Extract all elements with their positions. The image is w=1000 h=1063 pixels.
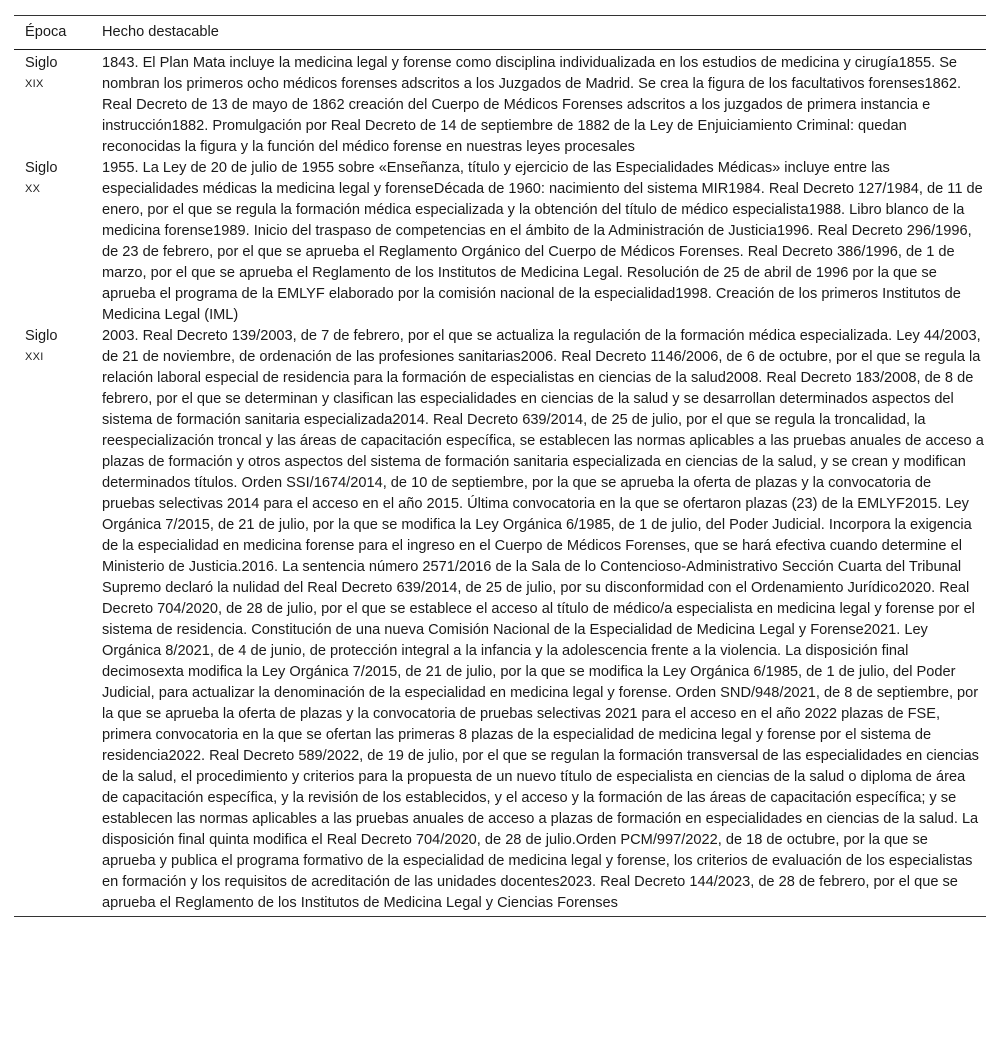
epoch-word: Siglo — [25, 328, 58, 344]
epoch-word: Siglo — [25, 55, 58, 71]
table-row-siglo-xxi — [14, 326, 986, 917]
table-body — [14, 50, 986, 917]
epoch-century: XXI — [25, 351, 44, 363]
header-fact: Hecho destacable — [91, 16, 986, 50]
fact-cell: 1955. La Ley de 20 de julio de 1955 sobre «Enseñanza, título y ejercicio de las Especialidades Médicas» incluye entre las especialidades médicas la medicina legal y forenseDécada de 1960: nacimiento del sistema MIR1984. Real Decreto 127/1984, de 11 de enero, por el que se regula la formación médica especializada y la obtención del título de médico especialista1988. Libro blanco de la medicina forense1989. Inicio del traspaso de competencias en el ámbito de la Administración de Justicia1996. Real Decreto 296/1996, de 23 de febrero, por el que se aprueba el Reglamento Orgánico del Cuerpo de Médicos Forenses. Real Decreto 386/1996, de 1 de marzo, por el que se aprueba el Reglamento de los Institutos de Medicina Legal. Resolución de 25 de abril de 1996 por la que se aprueba el programa de la EMLYF elaborado por la comisión nacional de la especialidad1998. Creación de los primeros Institutos de Medicina Legal (IML) — [102, 160, 983, 323]
epoch-word: Siglo — [25, 160, 58, 176]
epoch-century: XX — [25, 183, 41, 195]
epoch-cell — [14, 50, 91, 159]
fact-cell: 1843. El Plan Mata incluye la medicina legal y forense como disciplina individualizada en los estudios de medicina y cirugía1855. Se nombran los primeros ocho médicos forenses adscritos a los Juzgados de Madrid. Se crea la figura de los facultativos forenses1862. Real Decreto de 13 de mayo de 1862 creación del Cuerpo de Médicos Forenses adscritos a los juzgados de primera instancia e instrucción1882. Promulgación por Real Decreto de 14 de septiembre de 1882 de la Ley de Enjuiciamiento Criminal: quedan reconocidas la figura y la función del médico forense en nuestras leyes procesales — [102, 55, 962, 155]
header-epoch: Época — [14, 16, 91, 50]
fact-cell: 2003. Real Decreto 139/2003, de 7 de febrero, por el que se actualiza la regulación de la formación médica especializada. Ley 44/2003, de 21 de noviembre, de ordenación de las profesiones sanitarias2006. Real Decreto 1146/2006, de 6 de octubre, por el que se regula la relación laboral especial de residencia para la formación de especialistas en ciencias de la salud2008. Real Decreto 183/2008, de 8 de febrero, por el que se determinan y clasifican las especialidades en ciencias de la salud y se desarrollan determinados aspectos del sistema de formación sanitaria especializada2014. Real Decreto 639/2014, de 25 de julio, por el que se regula la troncalidad, la reespecialización troncal y las áreas de capacitación específica, se establecen las normas aplicables a las pruebas anuales de acceso a plazas de formación y otros aspectos del sistema de formación sanitaria especializada en ciencias de la salud, y se crean y modifican determinados títulos. Orden SSI/1674/2014, de 10 de septiembre, por la que se aprueba la oferta de plazas y la convocatoria de pruebas selectivas 2014 para el acceso en el año 2015. Última convocatoria en la que se ofertaron plazas (23) de la EMLYF2015. Ley Orgánica 7/2015, de 21 de julio, por la que se modifica la Ley Orgánica 6/1985, de 1 de julio, del Poder Judicial. Incorpora la exigencia de la especialidad en medicina forense para el ingreso en el Cuerpo de Médicos Forenses, que se hará efectiva cuando determine el Ministerio de Justicia.2016. La sentencia número 2571/2016 de la Sala de lo Contencioso-Administrativo Sección Cuarta del Tribunal Supremo declaró la nulidad del Real Decreto 639/2014, de 25 de julio, por su disconformidad con el Ordenamiento Jurídico2020. Real Decreto 704/2020, de 28 de julio, por el que se establece el acceso al título de médico/a especialista en medicina legal y forense por el sistema de residencia. Constitución de una nueva Comisión Nacional de la Especialidad de Medicina Legal y Forense2021. Ley Orgánica 8/2021, de 4 de junio, de protección integral a la infancia y la adolescencia frente a la violencia. La disposición final decimosexta modifica la Ley Orgánica 7/2015, de 21 de julio, por la que se modifica la Ley Orgánica 6/1985, de 1 de julio, del Poder Judicial, para actualizar la denominación de la especialidad en medicina legal y forense. Orden SND/948/2021, de 8 de septiembre, por la que se aprueba la oferta de plazas y la convocatoria de pruebas selectivas 2021 para el acceso en el año 2022 plazas de FSE, primera convocatoria en la que se ofertan las primeras 8 plazas de la especialidad de medicina legal y forense por el sistema de residencia2022. Real Decreto 589/2022, de 19 de julio, por el que se regulan la formación transversal de las especialidades en ciencias de la salud, el procedimiento y criterios para la propuesta de un nuevo título de especialista en ciencias de la salud o diploma de área de capacitación específica, y la revisión de los establecidos, y el acceso y la formación de las áreas de capacitación específica; y se establecen las normas aplicables a las pruebas anuales de acceso a plazas de formación en especialidades en ciencias de la salud. La disposición final quinta modifica el Real Decreto 704/2020, de 28 de julio.Orden PCM/997/2022, de 18 de octubre, por la que se aprueba y publica el programa formativo de la especialidad de medicina legal y forense, los criterios de evaluación de los especialistas en formación y los requisitos de acreditación de las unidades docentes2023. Real Decreto 144/2023, de 28 de febrero, por el que se aprueba el Reglamento de los Institutos de Medicina Legal y Ciencias Forenses — [91, 326, 986, 917]
header-row — [14, 16, 986, 50]
table-row-siglo-xix — [14, 50, 986, 159]
history-table — [14, 15, 986, 917]
table-row-siglo-xx — [14, 158, 986, 326]
epoch-century: XIX — [25, 78, 44, 90]
epoch-cell — [14, 158, 91, 326]
epoch-cell — [14, 326, 91, 917]
table-header — [14, 16, 986, 50]
